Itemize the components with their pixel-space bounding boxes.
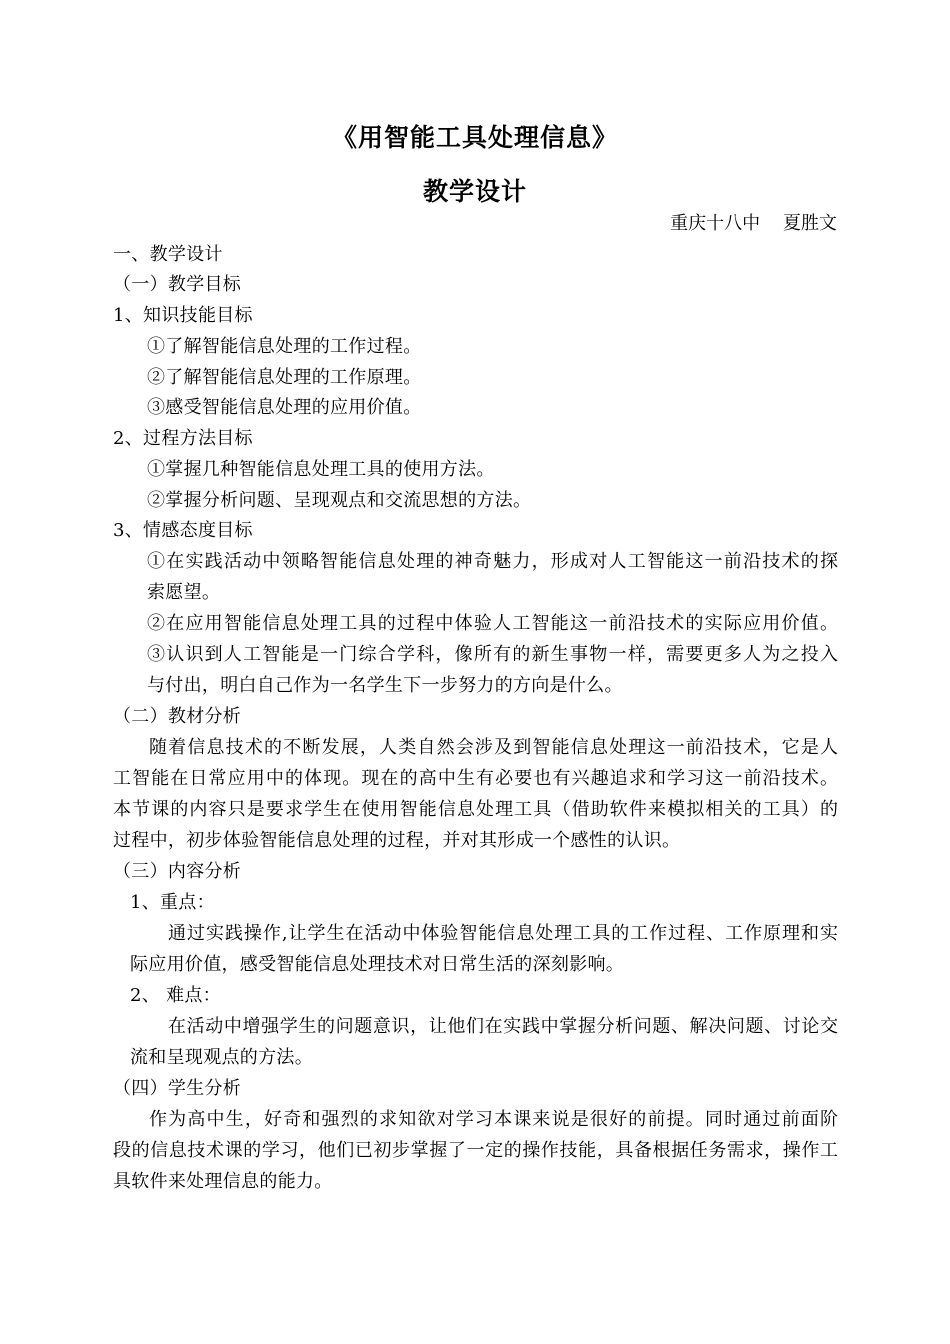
subsection-heading: （一）教学目标 xyxy=(113,274,242,295)
subsection-heading: （三）内容分析 xyxy=(113,861,242,882)
list-item: ①在实践活动中领略智能信息处理的神奇魅力，形成对人工智能这一前沿技术的探 xyxy=(147,551,838,572)
list-item: ②在应用智能信息处理工具的过程中体验人工智能这一前沿技术的实际应用价值。 xyxy=(147,613,838,634)
paragraph-line: 工智能在日常应用中的体现。现在的高中生有必要也有兴趣追求和学习这一前沿技术。 xyxy=(113,768,838,789)
document-title: 《用智能工具处理信息》 xyxy=(331,123,618,152)
list-item: ①掌握几种智能信息处理工具的使用方法。 xyxy=(147,459,495,480)
paragraph-line: 随着信息技术的不断发展，人类自然会涉及到智能信息处理这一前沿技术，它是人 xyxy=(149,737,838,758)
paragraph-line: 通过实践操作,让学生在活动中体验智能信息处理工具的工作过程、工作原理和实 xyxy=(168,923,838,944)
list-item: ①了解智能信息处理的工作过程。 xyxy=(147,336,422,357)
paragraph-line: 具软件来处理信息的能力。 xyxy=(113,1171,333,1192)
list-item-continuation: 与付出，明白自己作为一名学生下一步努力的方向是什么。 xyxy=(147,675,623,696)
goal-heading: 1、知识技能目标 xyxy=(113,305,253,326)
list-item: ②掌握分析问题、呈现观点和交流思想的方法。 xyxy=(147,490,532,511)
list-item: ③认识到人工智能是一门综合学科，像所有的新生事物一样，需要更多人为之投入 xyxy=(147,644,838,665)
document-subtitle: 教学设计 xyxy=(422,177,527,206)
paragraph-line: 过程中，初步体验智能信息处理的过程，并对其形成一个感性的认识。 xyxy=(113,830,681,851)
list-item-continuation: 索愿望。 xyxy=(147,582,221,603)
point-heading: 2、 难点： xyxy=(130,985,221,1006)
author-line: 重庆十八中 夏胜文 xyxy=(670,213,837,234)
goal-heading: 2、过程方法目标 xyxy=(113,428,253,449)
section-heading: 一、教学设计 xyxy=(113,244,223,265)
list-item: ②了解智能信息处理的工作原理。 xyxy=(147,367,422,388)
paragraph-line: 段的信息技术课的学习，他们已初步掌握了一定的操作技能，具备根据任务需求，操作工 xyxy=(113,1140,838,1161)
paragraph-line: 本节课的内容只是要求学生在使用智能信息处理工具（借助软件来模拟相关的工具）的 xyxy=(113,799,838,820)
subsection-heading: （四）学生分析 xyxy=(113,1078,242,1099)
paragraph-line: 际应用价值，感受智能信息处理技术对日常生活的深刻影响。 xyxy=(130,954,625,975)
point-heading: 1、重点： xyxy=(130,892,215,913)
paragraph-line: 流和呈现观点的方法。 xyxy=(130,1047,313,1068)
paragraph-line: 作为高中生，好奇和强烈的求知欲对学习本课来说是很好的前提。同时通过前面阶 xyxy=(149,1109,838,1130)
subsection-heading: （二）教材分析 xyxy=(113,706,242,727)
paragraph-line: 在活动中增强学生的问题意识，让他们在实践中掌握分析问题、解决问题、讨论交 xyxy=(168,1016,838,1037)
goal-heading: 3、情感态度目标 xyxy=(113,520,253,541)
list-item: ③感受智能信息处理的应用价值。 xyxy=(147,397,422,418)
